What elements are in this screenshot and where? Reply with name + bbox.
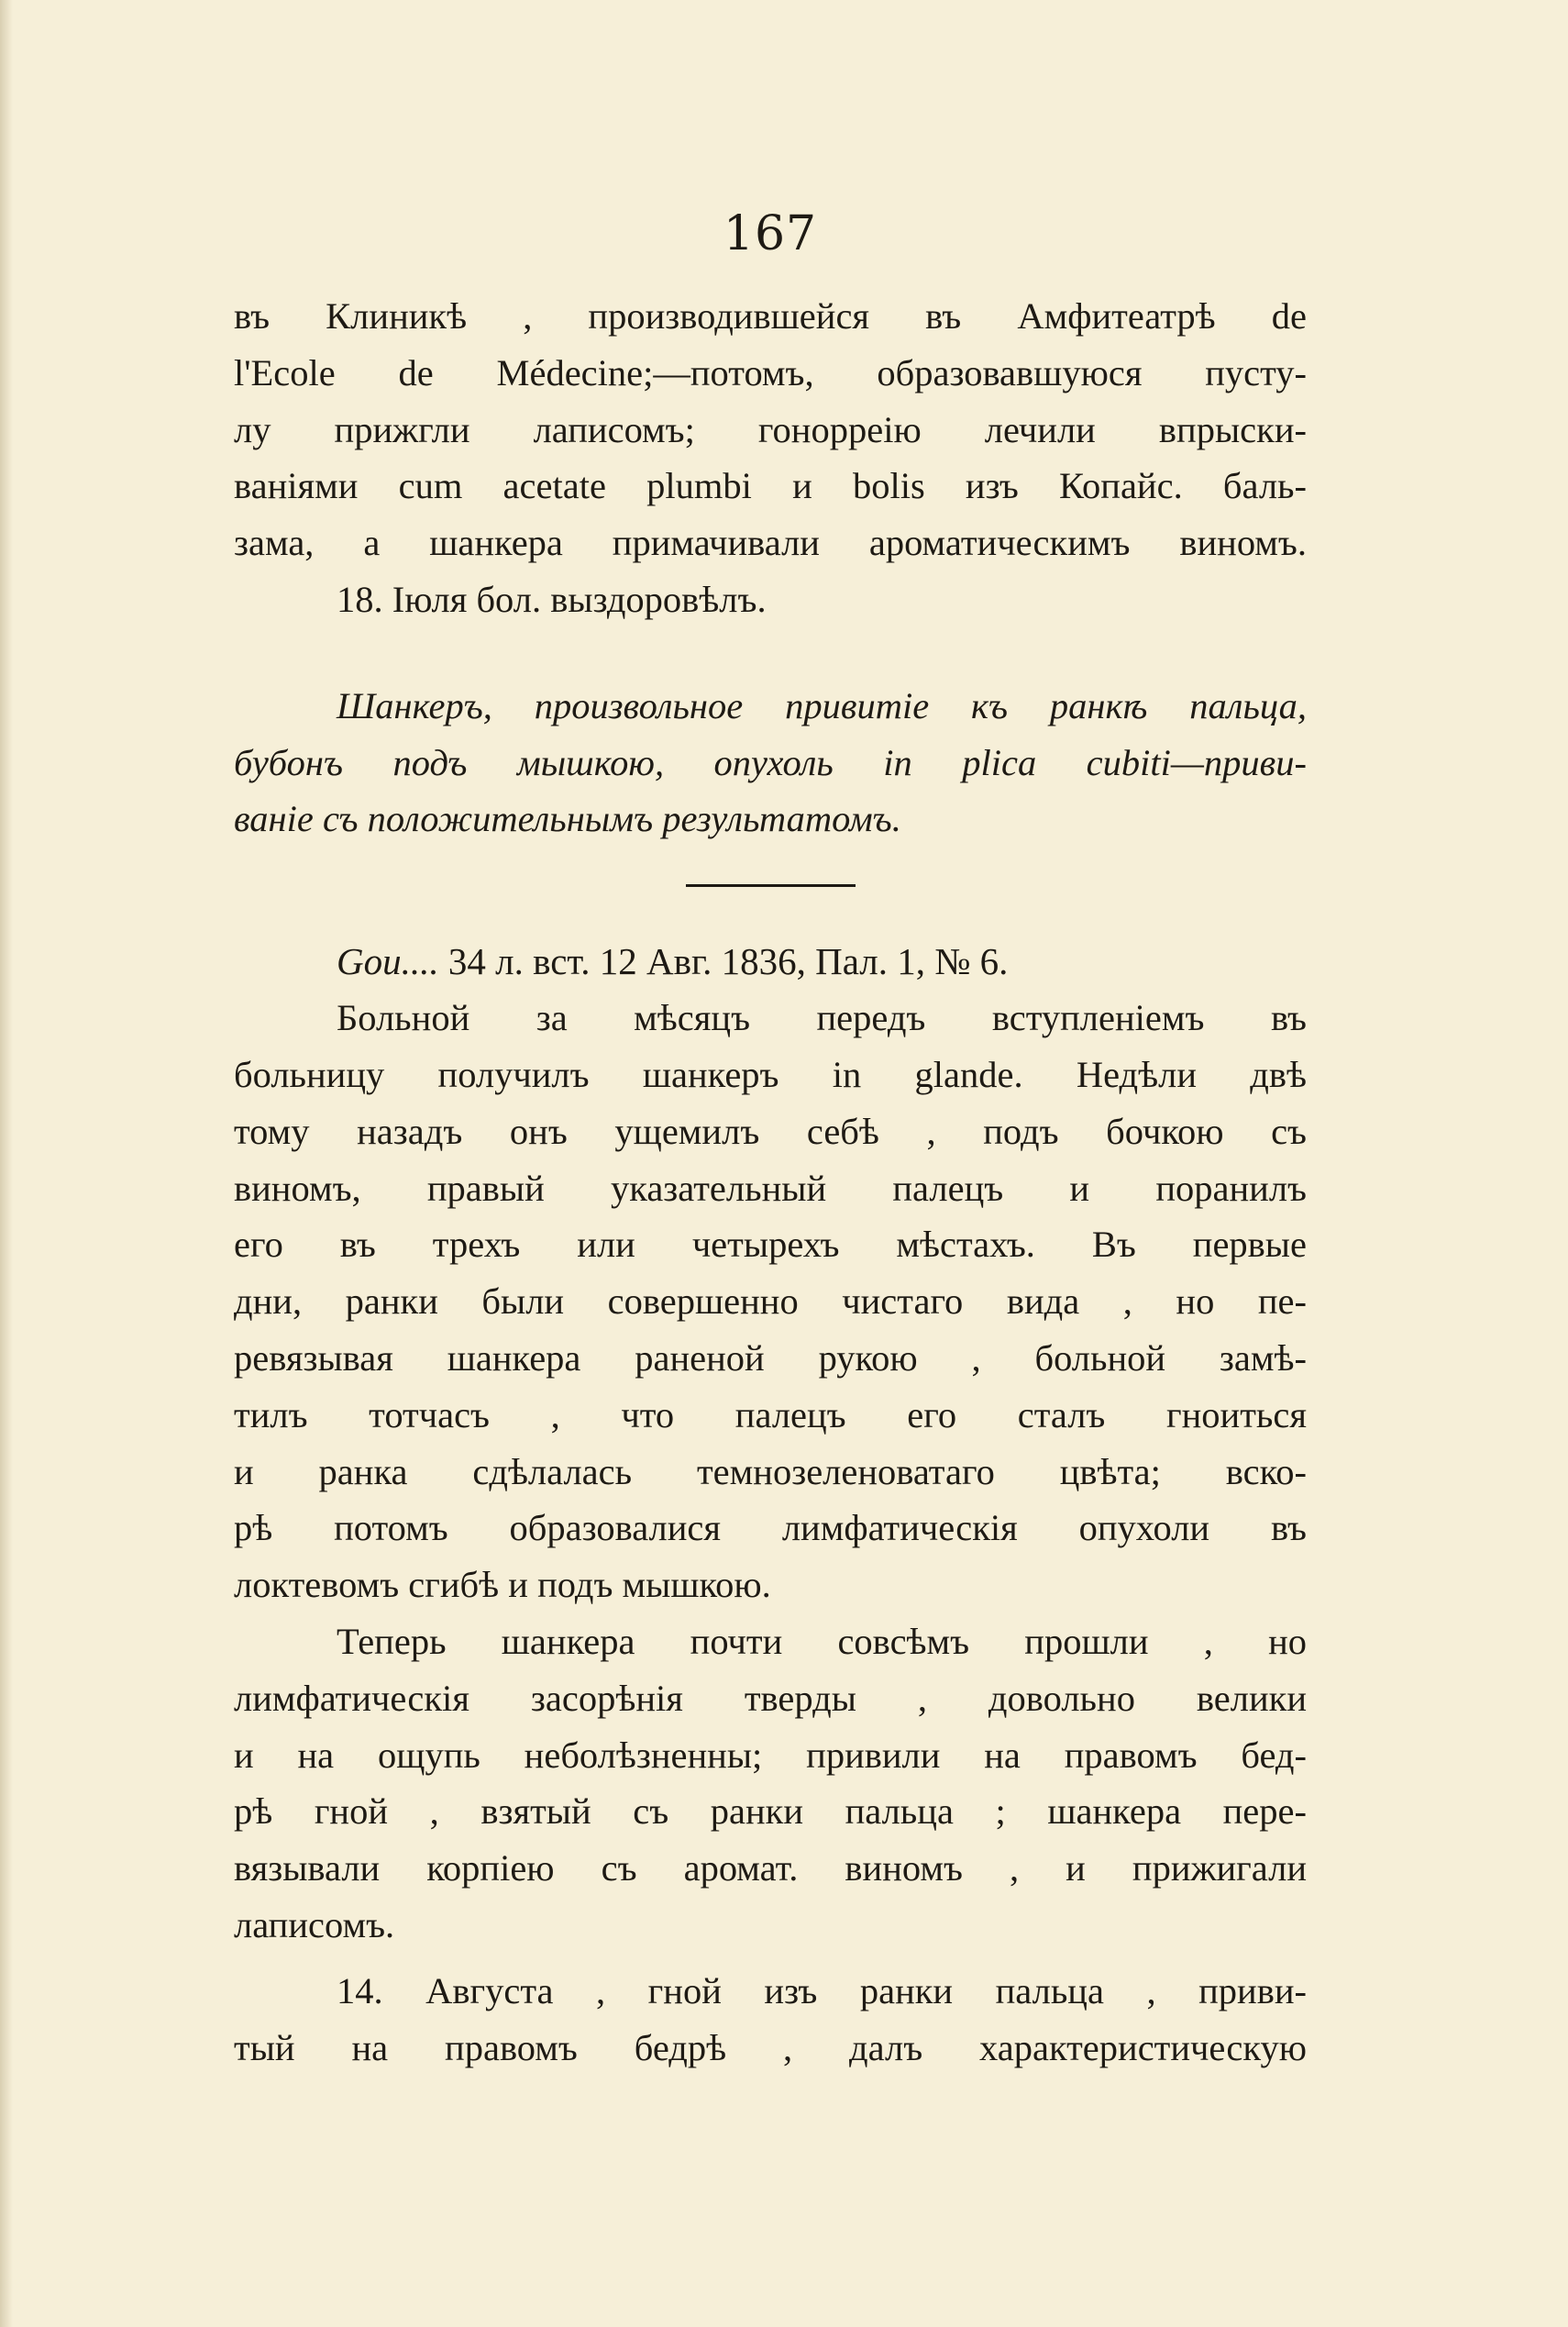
text-line: тилъ тотчасъ , что палецъ его сталъ гноиться	[234, 1393, 1307, 1435]
patient-name: Gou....	[337, 940, 439, 983]
paragraph-recovery	[234, 571, 1307, 628]
text-line: и на ощупь неболѣзненны; привили на правомъ бед-	[234, 1734, 1307, 1776]
text-line: виномъ, правый указательный палецъ и поранилъ	[234, 1167, 1307, 1209]
text-line: тому назадъ онъ ущемилъ себѣ , подъ бочкою съ	[234, 1110, 1307, 1152]
text-line: лимфатическія засорѣнія тверды , довольно велики	[234, 1677, 1307, 1719]
text-line: въ Клиникѣ , производившейся въ Амфитеатрѣ de	[234, 295, 1307, 337]
text-line: рѣ потомъ образовалися лимфатическія опухоли въ	[234, 1507, 1307, 1549]
book-page	[234, 202, 1307, 2076]
text-line: ревязывая шанкера раненой рукою , больной замѣ-	[234, 1336, 1307, 1379]
text-line: ваніями cum acetate plumbi и bolis изъ Копайс. баль-	[234, 465, 1307, 507]
paragraph-treatment	[234, 1613, 1307, 1954]
page-number: 167	[723, 206, 818, 261]
text-line: лаписомъ.	[234, 1903, 395, 1945]
text-line: 18. Іюля бол. выздоровѣлъ.	[337, 578, 767, 620]
text-line: зама, а шанкера примачивали ароматическимъ виномъ.	[234, 522, 1307, 564]
text-line: лу прижгли лаписомъ; гонорреію лечили впрыски-	[234, 408, 1307, 450]
text-line: рѣ гной , взятый съ ранки пальца ; шанкера пере-	[234, 1790, 1307, 1833]
text-line: его въ трехъ или четырехъ мѣстахъ. Въ первые	[234, 1224, 1307, 1266]
text-line: локтевомъ сгибѣ и подъ мышкою.	[234, 1564, 771, 1606]
text-line: вязывали корпіею съ аромат. виномъ , и прижигали	[234, 1847, 1307, 1889]
text-line: Больной за мѣсяцъ передъ вступленіемъ въ	[337, 997, 1307, 1039]
text-line: Шанкеръ, произвольное привитіе къ ранкѣ пальца,	[337, 684, 1307, 726]
text-line: и ранка сдѣлалась темнозеленоватаго цвѣта; вско-	[234, 1450, 1307, 1492]
paragraph-result	[234, 1963, 1307, 2077]
page-left-edge	[0, 0, 13, 2327]
text-line: дни, ранки были совершенно чистаго вида , но пе-	[234, 1280, 1307, 1323]
text-line: больницу получилъ шанкеръ in glande. Недѣли двѣ	[234, 1053, 1307, 1095]
section-divider	[686, 884, 856, 887]
text-line: бубонъ подъ мышкою, опухоль in plica cubiti—приви-	[234, 741, 1307, 783]
paragraph-continuation	[234, 288, 1307, 571]
text-line: l'Ecole de Médecine;—потомъ, образовавшуюся пусту-	[234, 351, 1307, 393]
case-title	[234, 678, 1307, 848]
text-line: Теперь шанкера почти совсѣмъ прошли , но	[337, 1620, 1307, 1662]
text-line: тый на правомъ бедрѣ , далъ характеристическую	[234, 2026, 1307, 2068]
spacer	[234, 628, 1307, 678]
text-line: ваніе съ положительнымъ результатомъ.	[234, 798, 901, 840]
case-header	[234, 933, 1307, 990]
text-line: 14. Августа , гной изъ ранки пальца , приви-	[337, 1969, 1307, 2011]
patient-details: 34 л. вст. 12 Авг. 1836, Пал. 1, № 6.	[438, 940, 1009, 983]
paragraph-history	[234, 990, 1307, 1613]
